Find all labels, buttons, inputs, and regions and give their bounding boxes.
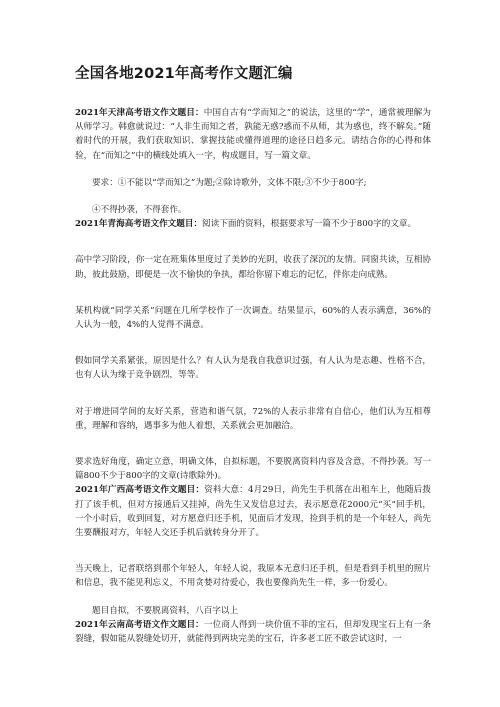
- qinghai-para-5: 要求选好角度，确定立意，明确文体，自拟标题，不要脱离资料内容及含意，不得抄袭。写一篇800不少于800字的文章(诗歌除外)。: [75, 457, 431, 482]
- qinghai-para-2: 某机构就“同学关系”问题在几所学校作了一次调查。结果显示，60%的人表示满意，36%的人认为一般，4%的人觉得不满意。: [75, 305, 431, 331]
- qinghai-paragraph: [75, 217, 431, 231]
- document-title: 全国各地2021年高考作文题汇编: [75, 66, 293, 82]
- qinghai-para-4: 对于增进同学间的友好关系，营造和谐气氛，72%的人表示非常有自信心，他们认为互相尊重，理解和容纳，遇事多为他人着想，关系就会更加融洽。: [75, 406, 431, 431]
- guangxi-paragraph: [75, 483, 431, 540]
- yunnan-text: 一位商人得到一块价值不菲的宝石，但却发现宝石上有一条裂缝，假如能从裂缝处切开，就能得到两块完美的宝石，许多老工匠不敢尝试这时，一: [75, 619, 431, 645]
- yunnan-label: 2021年云南高考语文作文题目：: [75, 619, 204, 630]
- qinghai-para-3: 假如同学关系紧张，原因是什么？有人认为是我自我意识过强，有人认为是志趣、性格不合，也有人认为缘于竞争剧烈，等等。: [75, 356, 431, 381]
- document-page: [75, 62, 431, 646]
- guangxi-para-1: 当天晚上，记者联络到那个年轻人，年轻人说，我原本无意归还手机，但是看到手机里的照片和信息，我不能见利忘义，不用贪婪对待爱心，我也要像尚先生一样，多一份爱心。: [75, 564, 431, 589]
- tianjin-requirement-2: ④不得抄袭，不得套作。: [92, 205, 187, 216]
- qinghai-label: 2021年青海高考语文作文题目：: [75, 219, 203, 230]
- tianjin-label: 2021年天津高考语文作文题目：: [75, 108, 204, 118]
- tianjin-paragraph: [75, 106, 431, 163]
- guangxi-requirement: 题目自拟，不要脱离资料，八百字以上: [92, 605, 239, 616]
- yunnan-paragraph: [75, 618, 431, 646]
- tianjin-text: 中国自古有“学而知之”的说法，这里的“学”，通常被理解为从师学习。韩愈就说过：“人非生而知之者，孰能无惑?惑而不从师，其为惑也，终不解矣。”随着时代的开展，我们获取知识、掌握技能或懂得道理的途径日趋多元。请结合你的心得和体验，在“而知之”中的横线处填入一字，构成题目，写一篇文章。: [75, 108, 432, 161]
- guangxi-label: 2021年广西高考语文作文题目：: [75, 485, 205, 496]
- tianjin-requirement-1: 要求：①不能以“学而知之”为题;②除诗歌外，文体不限;③不少于800字;: [92, 177, 367, 188]
- qinghai-text: 阅读下面的资料，根据要求写一篇不少于800字的文章。: [202, 219, 417, 230]
- guangxi-text: 资料大意：4月29日，尚先生手机落在出租车上，他随后拨打了该手机，但对方接通后又挂掉，尚先生又发信息过去，表示愿意花2000元“买”回手机，一个小时后，收到回复，对方愿意归还手机，见面后才发现，捡到手机的是一个年轻人，尚先生要酬报对方，年轻人交还手机后就转身分开了。: [75, 485, 431, 539]
- qinghai-para-1: 高中学习阶段，你一定在班集体里度过了美妙的光阴，收获了深沉的友情。同窗共读，互相协助，彼此鼓励，即便是一次不愉快的争执，都给你留下难忘的记忆，伴你走向成熟。: [75, 255, 431, 280]
